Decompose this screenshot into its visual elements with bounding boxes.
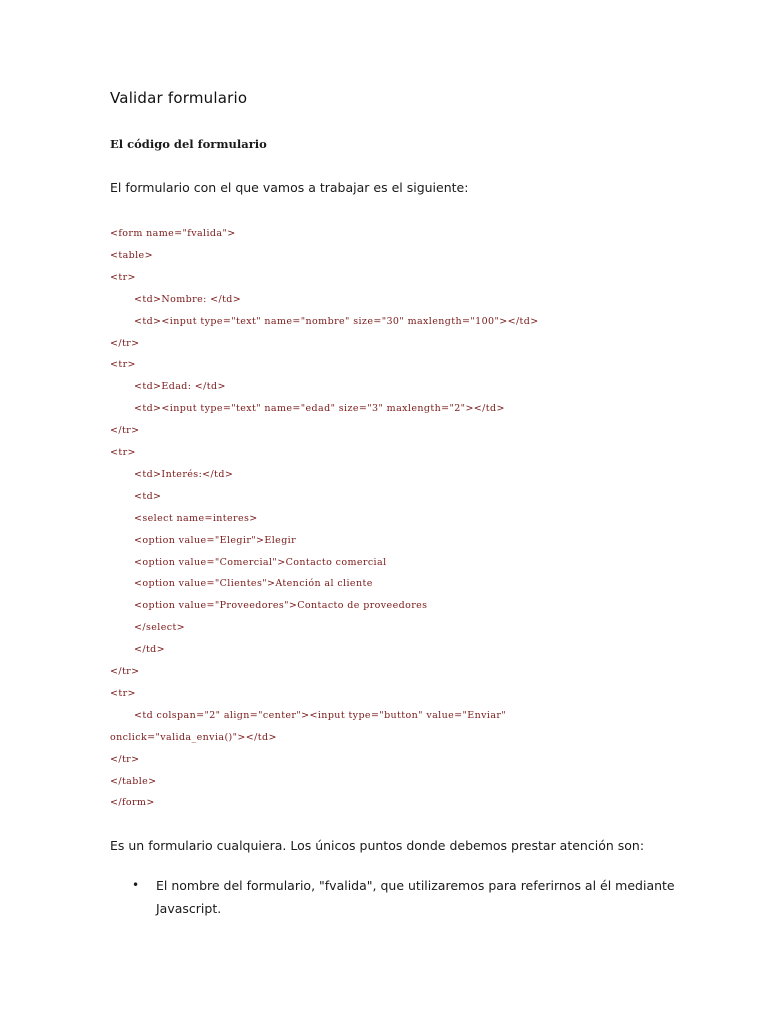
code-line: </tr> bbox=[110, 337, 140, 349]
code-line: <tr> bbox=[110, 359, 136, 371]
code-line: </select> bbox=[134, 622, 186, 634]
code-line: <tr> bbox=[110, 271, 136, 283]
code-line: <option value="Comercial">Contacto comercial bbox=[134, 556, 387, 568]
code-line: <td>Nombre: </td> bbox=[134, 293, 242, 305]
code-line: <form name="fvalida"> bbox=[110, 228, 236, 239]
code-line: </tr> bbox=[110, 425, 140, 437]
section-heading: El código del formulario bbox=[110, 137, 267, 151]
bullet-text: El nombre del formulario, "fvalida", que utilizaremos para referirnos al él mediante Javascript. bbox=[156, 878, 675, 916]
code-line: <tr> bbox=[110, 687, 136, 699]
code-line: </td> bbox=[134, 644, 166, 656]
code-line: <option value="Proveedores">Contacto de proveedores bbox=[134, 600, 428, 612]
code-line: <td>Interés:</td> bbox=[134, 468, 234, 480]
code-line: <td colspan="2" align="center"><input type="button" value="Enviar" bbox=[134, 709, 507, 721]
code-line: </tr> bbox=[110, 753, 140, 765]
code-line: <option value="Elegir">Elegir bbox=[134, 534, 297, 546]
code-line: <select name=interes> bbox=[134, 512, 258, 524]
code-line: </tr> bbox=[110, 666, 140, 677]
bullet-marker: • bbox=[132, 878, 140, 892]
after-code-paragraph: Es un formulario cualquiera. Los únicos puntos donde debemos prestar atención son: bbox=[110, 838, 645, 853]
code-line: <td><input type="text" name="nombre" size="30" maxlength="100"></td> bbox=[134, 315, 539, 327]
code-line: <td><input type="text" name="edad" size="3" maxlength="2"></td> bbox=[134, 403, 505, 415]
page-title: Validar formulario bbox=[110, 89, 248, 107]
code-line: <option value="Clientes">Atención al cliente bbox=[134, 578, 373, 590]
intro-paragraph: El formulario con el que vamos a trabajar es el siguiente: bbox=[110, 180, 469, 195]
code-line: </form> bbox=[110, 797, 155, 809]
code-line: <tr> bbox=[110, 447, 136, 458]
code-line: <td> bbox=[134, 490, 162, 502]
code-line: <td>Edad: </td> bbox=[134, 381, 226, 393]
code-line: onclick="valida_envia()"></td> bbox=[110, 731, 277, 743]
code-line: </table> bbox=[110, 775, 157, 787]
code-line: <table> bbox=[110, 249, 153, 261]
